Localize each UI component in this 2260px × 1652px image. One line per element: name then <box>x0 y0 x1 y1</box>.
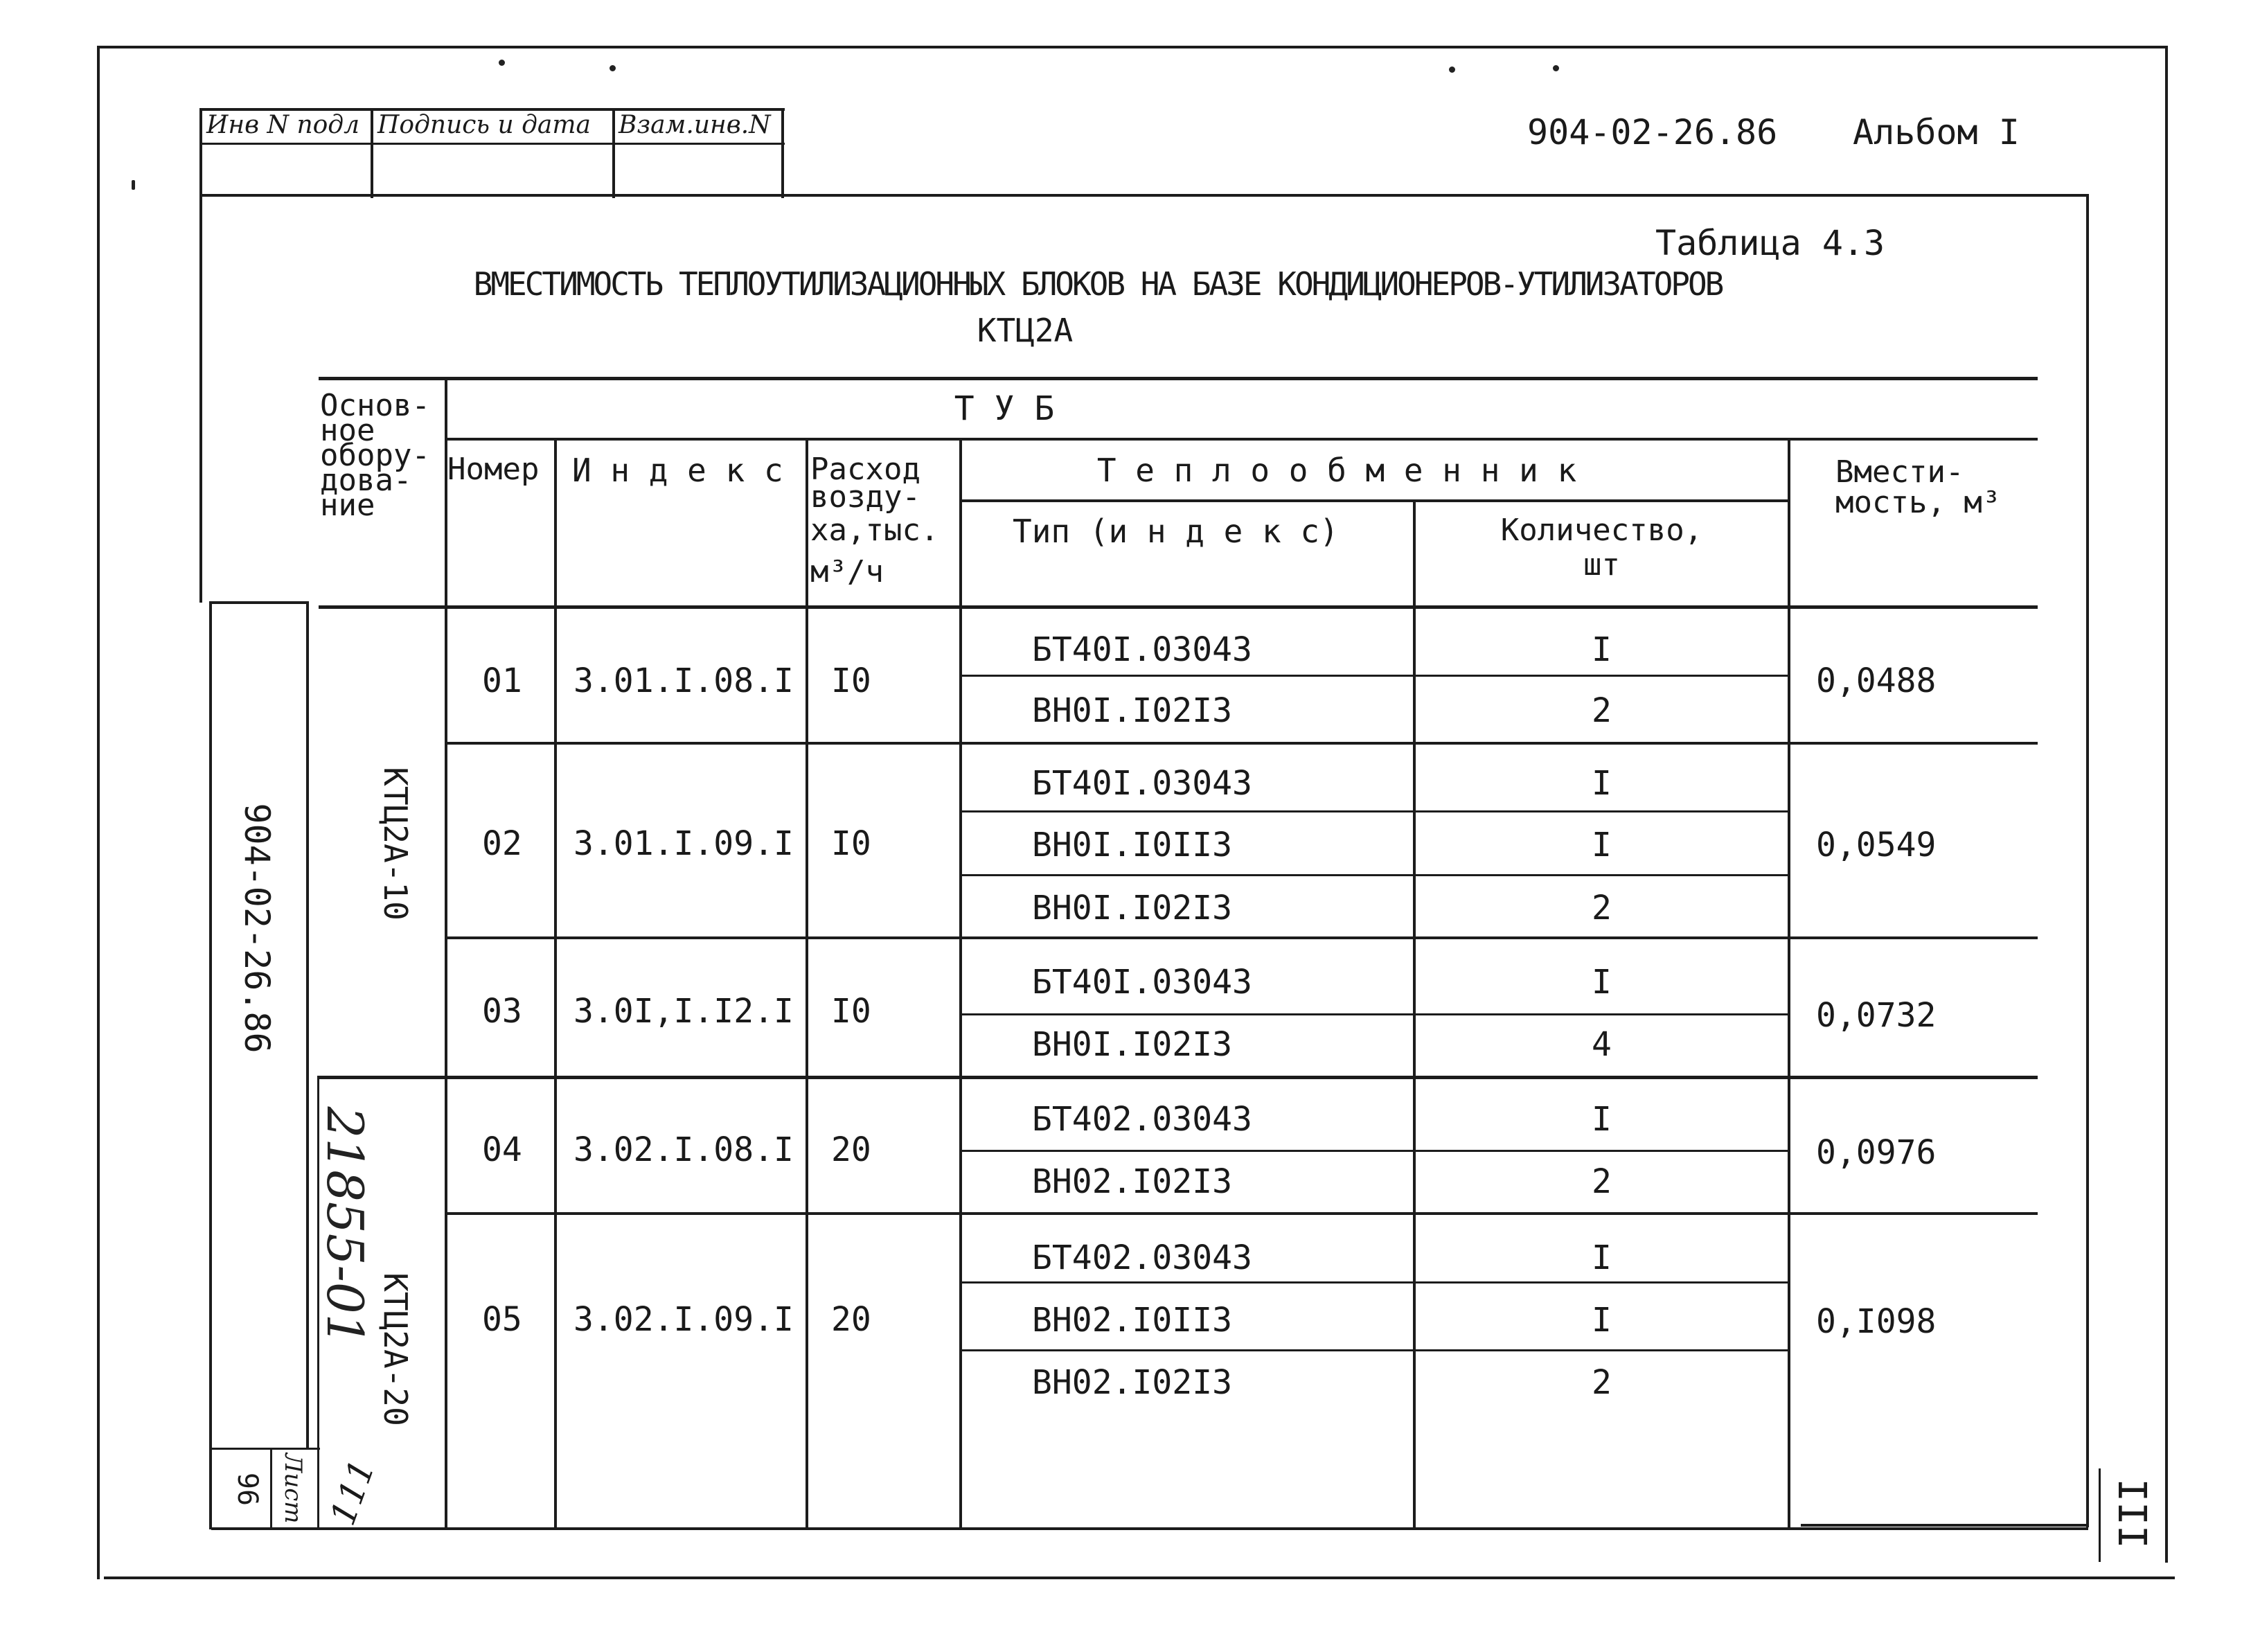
page-number: III <box>2109 1478 2154 1549</box>
inner-frame-left <box>199 194 202 603</box>
album-label: Альбом I <box>1853 112 2020 152</box>
scan-speck <box>132 180 135 190</box>
group-label-ktc2a-20: КТЦ2А-20 <box>377 1272 414 1426</box>
table-title-line1: ВМЕСТИМОСТЬ ТЕПЛОУТИЛИЗАЦИОННЫХ БЛОКОВ НА БАЗЕ КОНДИЦИОНЕРОВ-УТИЛИЗАТОРОВ <box>473 265 1723 303</box>
outer-frame-right <box>2165 46 2168 1563</box>
col-header-type: Тип (и н д е к с) <box>1013 513 1339 550</box>
col-header-index: И н д е к с <box>572 452 783 489</box>
side-sheet-number: 96 <box>231 1472 263 1507</box>
col-header-number: Номер <box>447 452 540 487</box>
side-doc-code: 904-02-26.86 <box>237 803 277 1054</box>
page-number-box-left <box>2099 1468 2101 1562</box>
inner-frame-bottom <box>1801 1524 2089 1527</box>
outer-frame-bottom <box>104 1576 2175 1579</box>
outer-frame-top <box>97 46 2168 48</box>
side-sheet-label: Лист <box>279 1453 307 1524</box>
col-header-tub: Т У Б <box>954 389 1055 428</box>
outer-frame-left <box>97 46 100 1579</box>
inner-frame-top <box>199 194 2089 197</box>
scan-speck <box>499 60 505 66</box>
scan-speck <box>610 65 616 71</box>
stamp-podpis-data: Подпись и дата <box>377 111 591 139</box>
side-sheet-handwritten: 111 <box>322 1454 383 1531</box>
table-title-line2: КТЦ2А <box>977 312 1074 349</box>
scan-speck <box>1449 66 1455 73</box>
inner-frame-right <box>2086 194 2089 1527</box>
col-header-exchanger: Т е п л о о б м е н н и к <box>1096 452 1577 489</box>
table-label: Таблица 4.3 <box>1655 223 1885 263</box>
side-handwritten-number: 21855-01 <box>316 1106 374 1346</box>
group-label-ktc2a-10: КТЦ2А-10 <box>377 767 414 921</box>
doc-code: 904-02-26.86 <box>1527 112 1778 152</box>
stamp-vzam-inv: Взам.инв.N <box>619 111 771 139</box>
scan-speck <box>1553 65 1559 71</box>
stamp-inv-podl: Инв N подл <box>206 111 360 139</box>
